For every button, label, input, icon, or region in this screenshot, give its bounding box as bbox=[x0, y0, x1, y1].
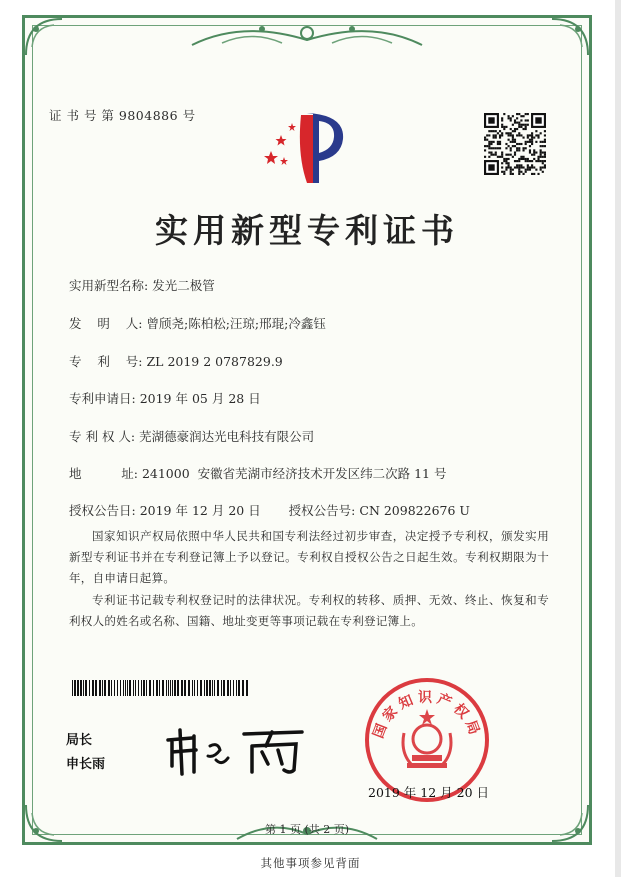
director-title-label: 局长 bbox=[66, 733, 93, 748]
announcement-row bbox=[69, 501, 470, 519]
document-title: 实用新型专利证书 bbox=[155, 211, 459, 250]
patentee-row bbox=[69, 427, 314, 445]
utility-model-name-label: 实用新型名称: bbox=[69, 278, 149, 293]
barcode-icon bbox=[72, 680, 250, 696]
scan-edge bbox=[615, 0, 621, 877]
announcement-date-value: 2019 年 12 月 20 日 bbox=[139, 503, 261, 518]
inventor-label: 发 明 人: bbox=[69, 316, 143, 331]
announcement-number-value: CN 209822676 U bbox=[359, 503, 470, 518]
announcement-number-label: 授权公告号: bbox=[288, 503, 356, 518]
patent-number-label: 专 利 号: bbox=[69, 354, 143, 369]
footer-note: 其他事项参见背面 bbox=[260, 856, 361, 870]
patent-number-value: ZL 2019 2 0787829.9 bbox=[146, 354, 283, 369]
utility-model-name-row bbox=[69, 276, 215, 294]
page-indicator: 第 1 页 (共 2 页) bbox=[264, 823, 350, 836]
announcement-date-label: 授权公告日: bbox=[69, 503, 136, 518]
director-name: 申长雨 bbox=[66, 757, 106, 772]
patent-number-row bbox=[69, 352, 283, 370]
legal-status-paragraph: 专利证书记载专利权登记时的法律状况。专利权的转移、质押、无效、终止、恢复和专利权人的姓名或名称、国籍、地址变更等事项记载在专利登记簿上。 bbox=[69, 593, 549, 628]
address-value: 241000 安徽省芜湖市经济技术开发区纬二次路 11 号 bbox=[141, 466, 447, 481]
corner-ornament-icon bbox=[24, 17, 64, 57]
application-date-label: 专利申请日: bbox=[69, 391, 136, 406]
application-date-value: 2019 年 05 月 28 日 bbox=[139, 391, 261, 406]
director-signature-icon bbox=[162, 722, 312, 776]
application-date-row bbox=[69, 389, 261, 407]
certificate-number: 证 书 号 第 9804886 号 bbox=[49, 108, 196, 123]
address-label: 地 址: bbox=[69, 466, 138, 481]
svg-text:国家知识产权局: 国家知识产权局 bbox=[370, 690, 484, 741]
inventor-row bbox=[69, 314, 326, 332]
qr-code-icon bbox=[484, 113, 546, 175]
address-row bbox=[69, 464, 446, 482]
corner-ornament-icon bbox=[550, 17, 590, 57]
patentee-value: 芜湖德豪润达光电科技有限公司 bbox=[139, 429, 315, 444]
patentee-label: 专 利 权 人: bbox=[69, 429, 136, 444]
utility-model-name-value: 发光二极管 bbox=[152, 278, 215, 293]
certificate-sheet bbox=[22, 15, 592, 845]
seal-date: 2019 年 12 月 20 日 bbox=[368, 785, 489, 800]
legal-statement-paragraph: 国家知识产权局依照中华人民共和国专利法经过初步审查，决定授予专利权，颁发实用新型专利证书并在专利登记簿上予以登记。专利权自授权公告之日起生效。专利权期限为十年，自申请日起算。 bbox=[69, 529, 549, 585]
cnipa-logo-icon bbox=[257, 105, 357, 185]
top-floral-ornament-icon bbox=[182, 15, 432, 55]
inventor-value: 曾颀尧;陈柏松;汪琼;邢琨;冷鑫钰 bbox=[146, 316, 326, 331]
